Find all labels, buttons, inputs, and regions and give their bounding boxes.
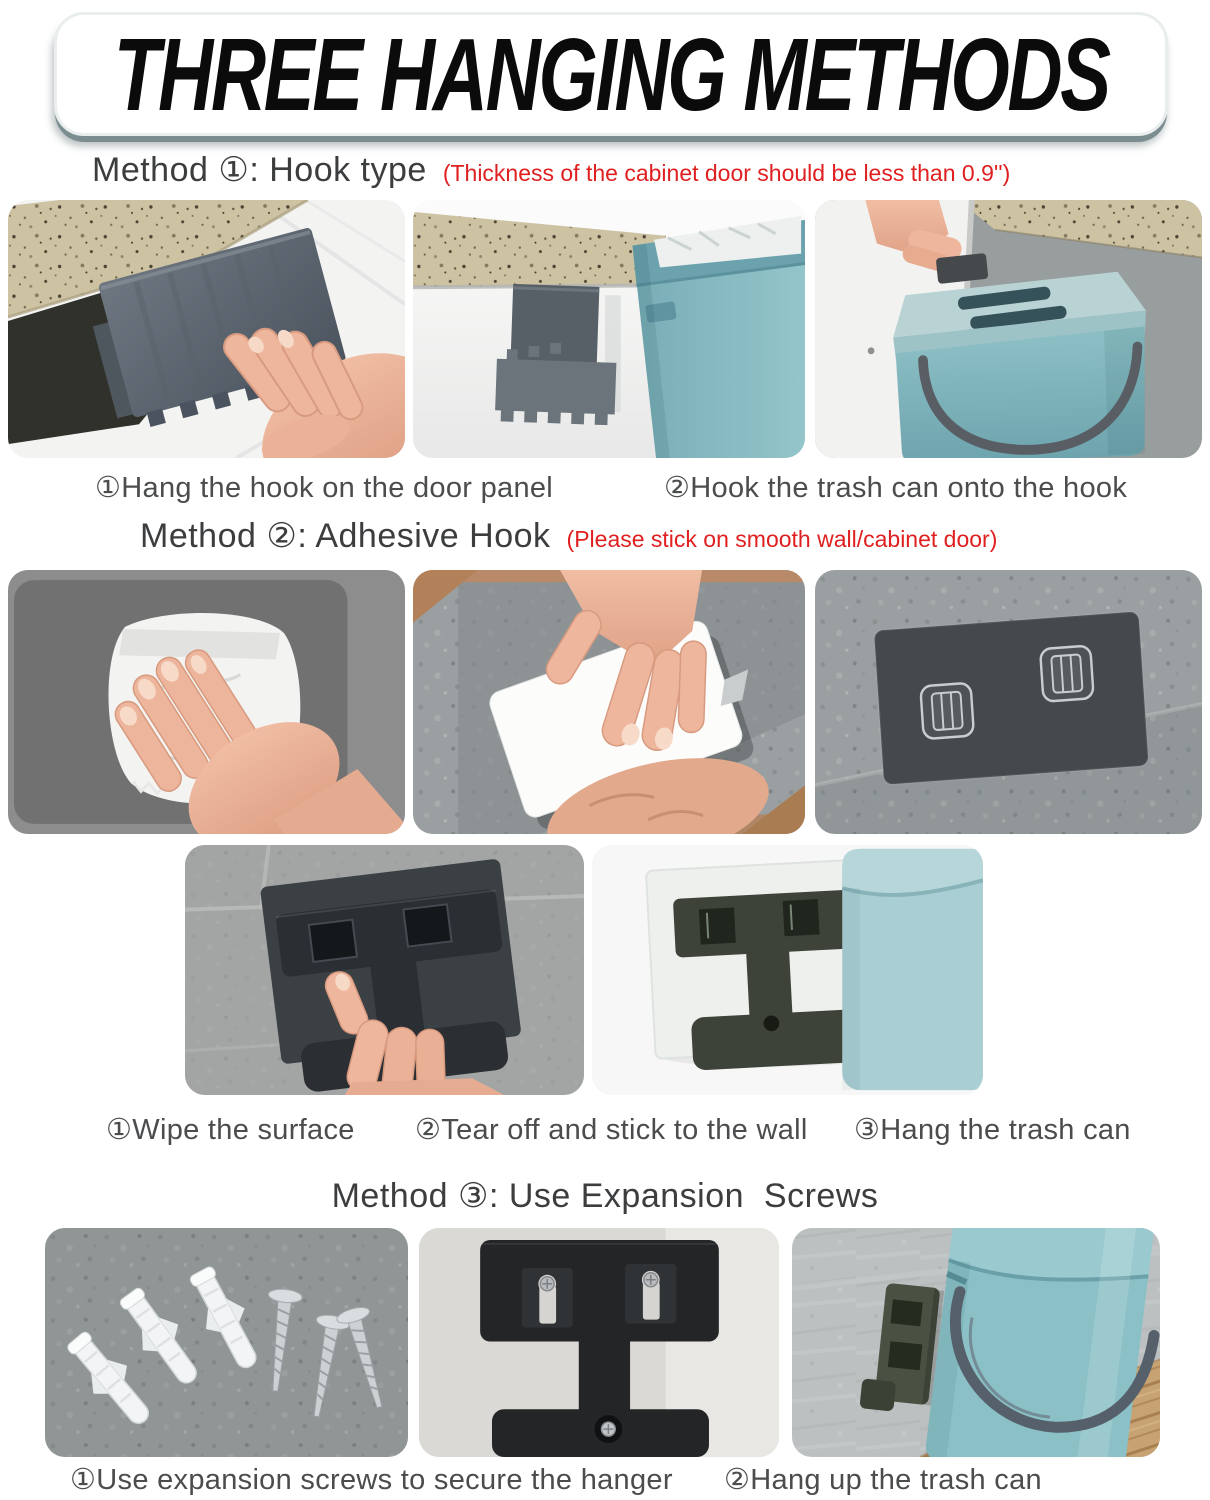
method2-heading: Method ②: Adhesive Hook [140, 517, 551, 555]
method2-caption-3: ③Hang the trash can [854, 1114, 1131, 1146]
method2-caption-1: ①Wipe the surface [106, 1114, 355, 1146]
method2-photo-wipe-surface [8, 570, 405, 834]
method2-photo-press-hanger [185, 845, 584, 1095]
clear-hook-right [1040, 645, 1094, 701]
method3-caption-1: ①Use expansion screws to secure the hanger [70, 1464, 673, 1496]
method1-photo-hang-lidded-bin [815, 200, 1202, 458]
tear-backing-illustration [413, 570, 805, 834]
hook-and-open-bin-illustration [413, 200, 805, 458]
method1-note: (Thickness of the cabinet door should be less than 0.9'') [442, 160, 1011, 186]
hanger-and-bin-illustration [592, 845, 983, 1095]
hook-tab [936, 253, 989, 284]
method3-photo-bin-hung [792, 1228, 1160, 1457]
method3-photo-anchors-screws [45, 1228, 408, 1457]
method1-photo-hook-and-open-bin [413, 200, 805, 458]
method2-caption-2: ②Tear off and stick to the wall [415, 1114, 808, 1146]
method1-heading-row [92, 150, 1010, 190]
page-title: THREE HANGING METHODS [113, 16, 1109, 132]
hang-lidded-bin-illustration [815, 200, 1202, 458]
title-banner [54, 12, 1168, 136]
method1-caption-2: ②Hook the trash can onto the hook [664, 472, 1128, 504]
method3-heading: Method ③: Use Expansion Screws [331, 1177, 879, 1215]
hook-in-hand-illustration [8, 200, 405, 458]
method3-photo-hanger-screwed [419, 1228, 779, 1457]
adhesive-plate-illustration [815, 570, 1202, 834]
method2-photo-adhesive-plate [815, 570, 1202, 834]
trash-can-open [633, 216, 805, 458]
method2-photo-tear-backing [413, 570, 805, 834]
trash-can-side [842, 849, 983, 1090]
method1-heading: Method ①: Hook type [92, 151, 427, 189]
method2-heading-row [140, 516, 997, 556]
bin-hung-illustration [792, 1228, 1160, 1457]
trash-can-lidded [891, 271, 1151, 458]
method1-caption-1: ①Hang the hook on the door panel [95, 472, 554, 504]
method2-note: (Please stick on smooth wall/cabinet door) [566, 526, 998, 552]
method2-photo-hanger-and-bin [592, 845, 983, 1095]
adhesive-plate [874, 611, 1149, 784]
clear-hook-left [920, 683, 974, 739]
anchors-screws-illustration [45, 1228, 408, 1457]
wipe-surface-illustration [8, 570, 405, 834]
method1-photo-hook-in-hand [8, 200, 405, 458]
method3-caption-2: ②Hang up the trash can [724, 1464, 1042, 1496]
hanger-screwed-illustration [419, 1228, 779, 1457]
press-hanger-illustration [185, 845, 584, 1095]
